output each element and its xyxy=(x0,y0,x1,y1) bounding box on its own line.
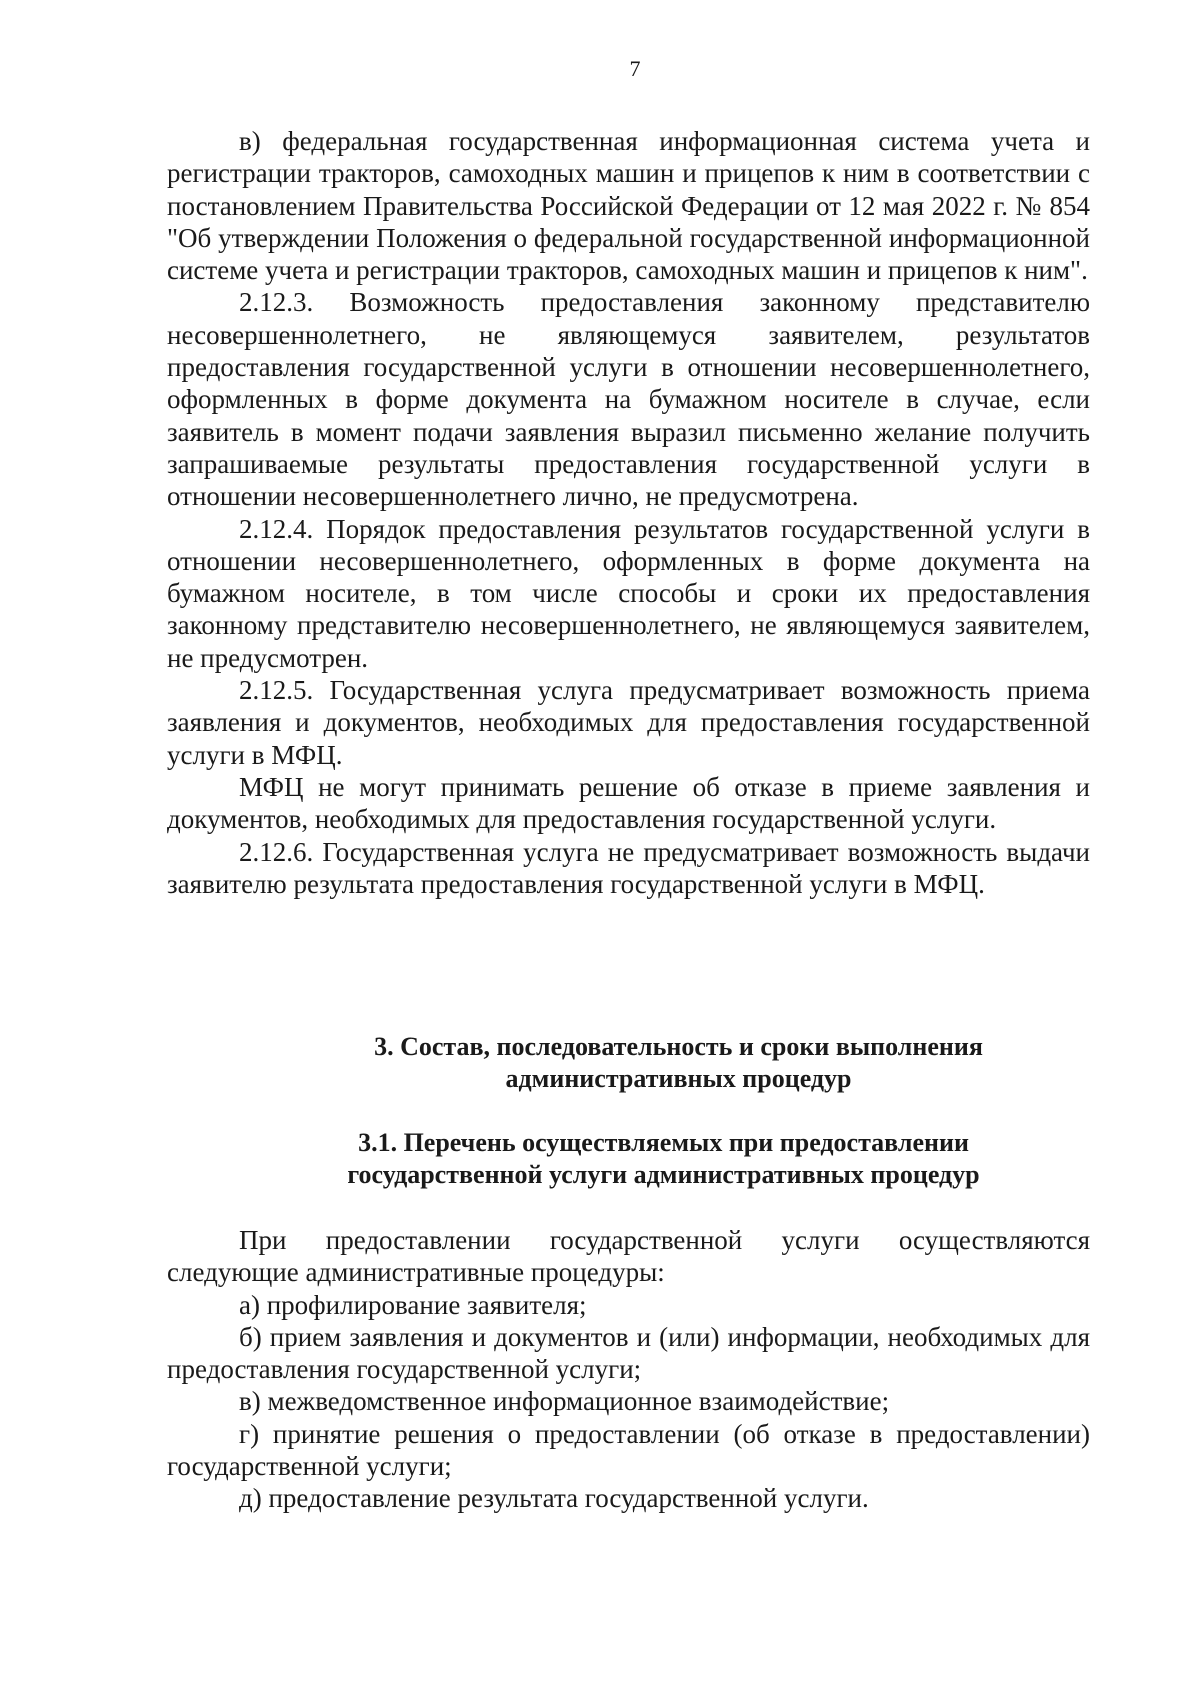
paragraph-2-12-5: 2.12.5. Государственная услуга предусматривает возможность приема заявления и документов, необходимых для предоставления государственной услуги в МФЦ. xyxy=(167,675,1090,770)
procedure-item-d: д) предоставление результата государственной услуги. xyxy=(239,1483,869,1514)
procedure-item-g: г) принятие решения о предоставлении (об отказе в предоставлении) государственной услуги; xyxy=(167,1418,1090,1482)
section-2-text xyxy=(167,125,1090,900)
section-3-heading-line-1: 3. Состав, последовательность и сроки выполнения xyxy=(374,1032,983,1061)
paragraph-2-12-4: 2.12.4. Порядок предоставления результатов государственной услуги в отношении несовершеннолетнего, оформленных в форме документа на бумажном носителе, в том числе способы и сроки их предоставления законному представителю несовершеннолетнего, не являющемуся заявителем, не предусмотрен. xyxy=(167,513,1090,673)
section-3-1-text xyxy=(167,1224,1090,1515)
section-3-heading-line-2: административных процедур xyxy=(505,1064,852,1093)
section-3-1-heading xyxy=(167,1127,1090,1191)
procedure-item-b: б) прием заявления и документов и (или) информации, необходимых для предоставления государственной услуги; xyxy=(167,1321,1090,1385)
procedure-item-a: а) профилирование заявителя; xyxy=(239,1289,587,1320)
section-3-1-heading-line-1: 3.1. Перечень осуществляемых при предоставлении xyxy=(358,1128,969,1157)
procedure-item-v: в) межведомственное информационное взаимодействие; xyxy=(239,1386,890,1417)
section-3-heading xyxy=(167,1031,1090,1095)
section-3-1-heading-line-2: государственной услуги административных процедур xyxy=(347,1160,980,1189)
page-number: 7 xyxy=(629,56,641,81)
paragraph-item-v: в) федеральная государственная информационная система учета и регистрации тракторов, самоходных машин и прицепов к ним в соответствии с постановлением Правительства Российской Федерации от 12 мая 2022 г. № 854 "Об утверждении Положения о федеральной государственной информационной системе учета и регистрации тракторов, самоходных машин и прицепов к ним". xyxy=(167,126,1090,286)
paragraph-2-12-6: 2.12.6. Государственная услуга не предусматривает возможность выдачи заявителю результата предоставления государственной услуги в МФЦ. xyxy=(167,836,1090,899)
paragraph-mfc: МФЦ не могут принимать решение об отказе в приеме заявления и документов, необходимых для предоставления государственной услуги. xyxy=(167,771,1090,835)
paragraph-2-12-3: 2.12.3. Возможность предоставления законному представителю несовершеннолетнего, не являющемуся заявителем, результатов предоставления государственной услуги в отношении несовершеннолетнего, оформленных в форме документа на бумажном носителе в случае, если заявитель в момент подачи заявления выразил письменно желание получить запрашиваемые результаты предоставления государственной услуги в отношении несовершеннолетнего лично, не предусмотрена. xyxy=(167,287,1090,512)
procedures-intro: При предоставлении государственной услуги осуществляются следующие административные процедуры: xyxy=(167,1225,1090,1288)
